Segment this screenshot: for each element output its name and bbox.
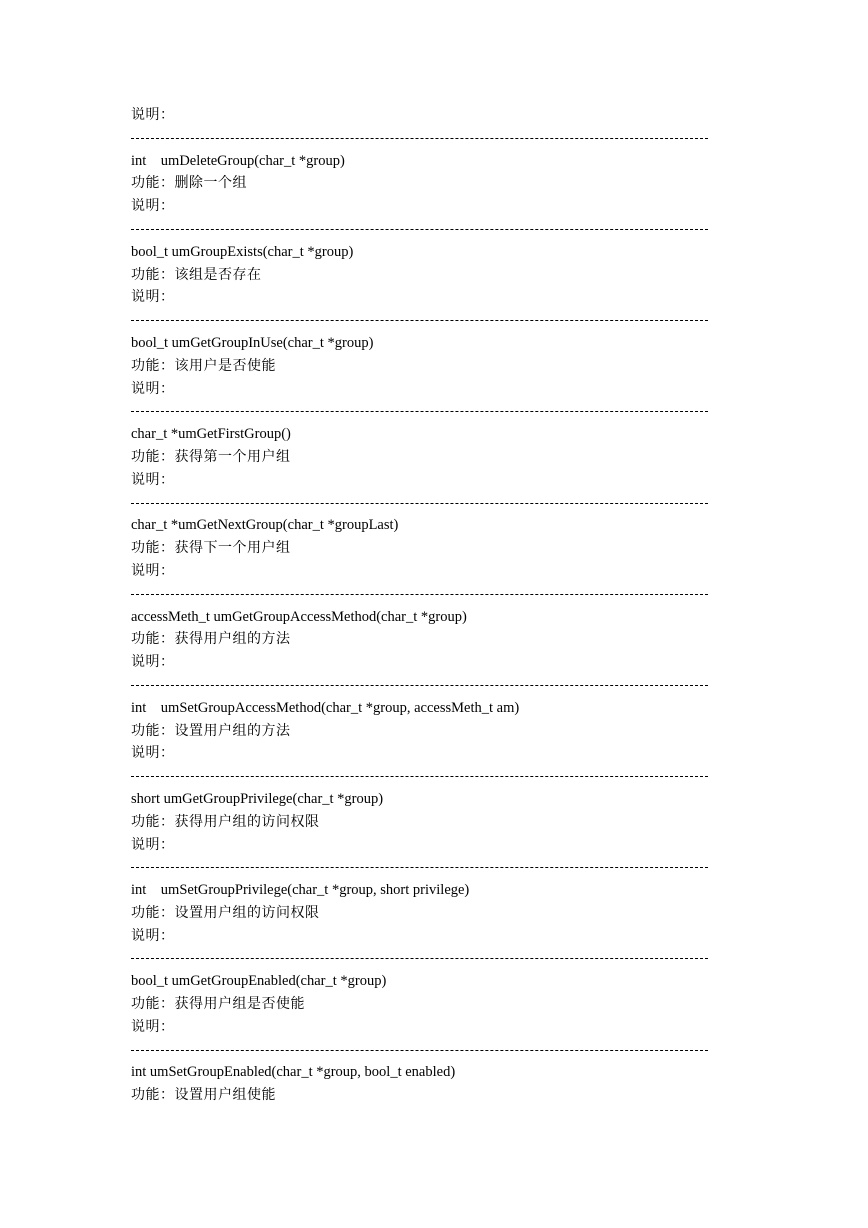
api-entry: [131, 856, 708, 947]
api-entry: [131, 674, 708, 765]
note-line: 说明：: [131, 562, 175, 579]
dashed-separator: [131, 127, 708, 150]
note-line: 说明：: [131, 107, 175, 123]
function-description: 功能：该用户是否使能: [131, 357, 276, 374]
function-description: 功能：获得下一个用户组: [131, 540, 291, 557]
api-entry: [131, 400, 708, 491]
dashed-separator: [131, 492, 708, 515]
dashed-separator: [131, 856, 708, 879]
api-entry: [131, 492, 708, 583]
function-description: 功能：删除一个组: [131, 175, 247, 192]
note-line: 说明：: [131, 1018, 175, 1035]
dashed-separator: [131, 583, 708, 606]
dashed-separator: [131, 674, 708, 697]
api-entry: [131, 309, 708, 400]
function-signature: int umSetGroupEnabled(char_t *group, bool_t enabled): [131, 1064, 456, 1081]
note-line: 说明：: [131, 471, 175, 488]
function-signature: int umSetGroupAccessMethod(char_t *group, accessMeth_t am): [131, 699, 520, 716]
function-signature: accessMeth_t umGetGroupAccessMethod(char_t *group): [131, 608, 467, 625]
document-body: [131, 104, 708, 1107]
function-signature: bool_t umGroupExists(char_t *group): [131, 243, 354, 260]
function-signature: short umGetGroupPrivilege(char_t *group): [131, 790, 384, 807]
function-description: 功能：获得用户组的访问权限: [131, 813, 320, 830]
function-description: 功能：设置用户组使能: [131, 1087, 276, 1104]
dashed-separator: [131, 765, 708, 788]
note-line: 说明：: [131, 289, 175, 306]
dashed-separator: [131, 309, 708, 332]
api-entry: [131, 218, 708, 309]
entry-list: [131, 127, 708, 1107]
api-entry: [131, 583, 708, 674]
dashed-separator: [131, 400, 708, 423]
api-entry: [131, 127, 708, 218]
function-signature: int umSetGroupPrivilege(char_t *group, short privilege): [131, 882, 470, 899]
function-signature: int umDeleteGroup(char_t *group): [131, 152, 345, 169]
function-description: 功能：获得第一个用户组: [131, 448, 291, 465]
dashed-separator: [131, 218, 708, 241]
api-entry: [131, 765, 708, 856]
note-line: 说明：: [131, 927, 175, 944]
note-line: 说明：: [131, 380, 175, 397]
note-line: 说明：: [131, 198, 175, 215]
function-signature: bool_t umGetGroupEnabled(char_t *group): [131, 973, 387, 990]
function-description: 功能：获得用户组是否使能: [131, 996, 305, 1013]
function-description: 功能：设置用户组的方法: [131, 722, 291, 739]
note-line: 说明：: [131, 836, 175, 853]
dashed-separator: [131, 1039, 708, 1062]
function-description: 功能：设置用户组的访问权限: [131, 904, 320, 921]
function-signature: char_t *umGetFirstGroup(): [131, 426, 291, 443]
api-entry: [131, 1039, 708, 1107]
note-line: 说明：: [131, 745, 175, 762]
function-signature: char_t *umGetNextGroup(char_t *groupLast): [131, 517, 399, 534]
function-description: 功能：获得用户组的方法: [131, 631, 291, 648]
function-description: 功能：该组是否存在: [131, 266, 262, 283]
dashed-separator: [131, 947, 708, 970]
note-line: 说明：: [131, 654, 175, 671]
api-entry: [131, 947, 708, 1038]
function-signature: bool_t umGetGroupInUse(char_t *group): [131, 334, 374, 351]
